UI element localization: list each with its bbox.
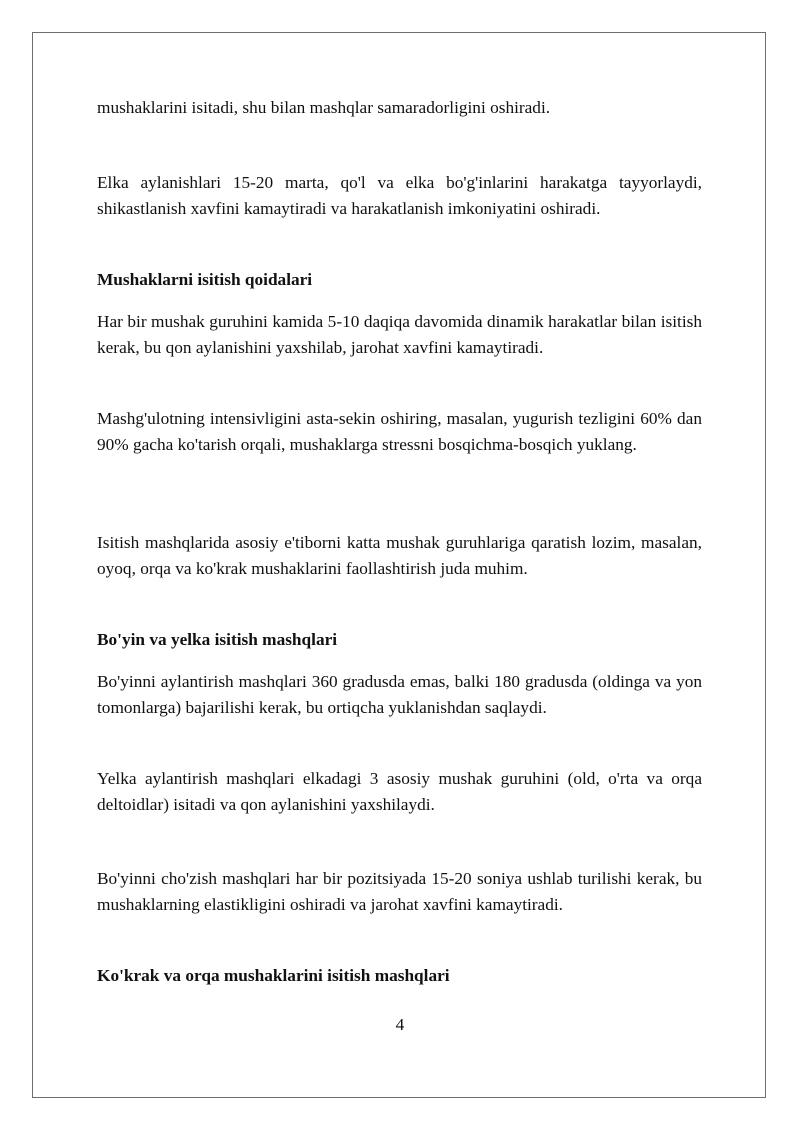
paragraph-neck-stretch: Bo'yinni cho'zish mashqlari har bir pozitsiyada 15-20 soniya ushlab turilishi kerak, bu mushaklarning elastikligini oshiradi va jarohat xavfini kamaytiradi. (97, 869, 702, 914)
paragraph-neck-rotation: Bo'yinni aylantirish mashqlari 360 gradusda emas, balki 180 gradusda (oldinga va yon tomonlarga) bajarilishi kerak, bu ortiqcha yuklanishdan saqlaydi. (97, 672, 702, 717)
paragraph-shoulder-rotation: Yelka aylantirish mashqlari elkadagi 3 asosiy mushak guruhini (old, o'rta va orqa deltoidlar) isitadi va qon aylanishini yaxshilaydi. (97, 769, 702, 814)
paragraph-continued: mushaklarini isitadi, shu bilan mashqlar samaradorligini oshiradi. (97, 98, 551, 117)
paragraph-intensity: Mashg'ulotning intensivligini asta-sekin oshiring, masalan, yugurish tezligini 60% dan 90% gacha ko'tarish orqali, mushaklarga stressni bosqichma-bosqich yuklang. (97, 409, 702, 454)
heading-neck-shoulder: Bo'yin va yelka isitish mashqlari (97, 630, 338, 649)
page-number: 4 (395, 1015, 405, 1034)
paragraph-shoulder-rotations: Elka aylanishlari 15-20 marta, qo'l va elka bo'g'inlarini harakatga tayyorlaydi, shikastlanish xavfini kamaytiradi va harakatlanish imkoniyatini oshiradi. (97, 173, 702, 218)
paragraph-warmup-duration: Har bir mushak guruhini kamida 5-10 daqiqa davomida dinamik harakatlar bilan isitish kerak, bu qon aylanishini yaxshilab, jarohat xavfini kamaytiradi. (97, 312, 702, 357)
paragraph-large-muscles: Isitish mashqlarida asosiy e'tiborni katta mushak guruhlariga qaratish lozim, masalan, oyoq, orqa va ko'krak mushaklarini faollashtirish juda muhim. (97, 533, 702, 578)
heading-chest-back: Ko'krak va orqa mushaklarini isitish mashqlari (97, 966, 450, 985)
heading-warmup-rules: Mushaklarni isitish qoidalari (97, 270, 313, 289)
